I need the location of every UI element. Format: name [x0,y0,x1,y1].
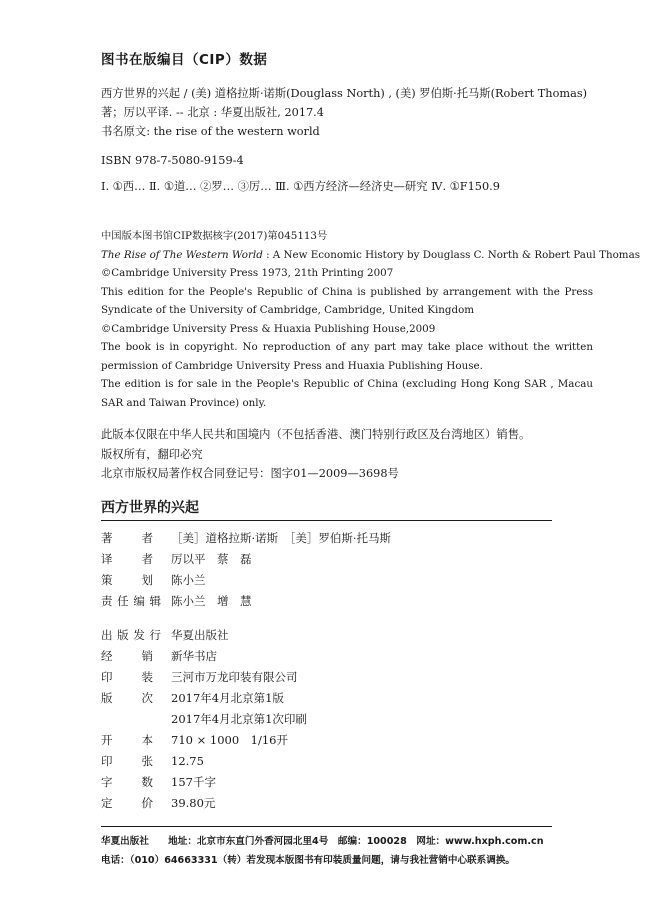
credit-label-char: 数 [141,775,153,789]
credit-row [101,730,561,751]
chinese-notice [101,425,593,484]
credit-label-char: 责 [101,594,113,608]
credit-label-char: 字 [101,775,113,789]
credit-value: 2017年4月北京第1版 [171,691,284,705]
english-rights-block [101,227,640,412]
credit-value: 2017年4月北京第1次印刷 [171,712,307,726]
credit-value: 710 × 1000 1/16开 [171,733,288,747]
original-title-line [101,246,640,265]
credit-value: 157千字 [171,775,216,789]
credit-value: 三河市万龙印装有限公司 [171,670,298,684]
credit-label-char: 辑 [149,594,161,608]
credit-label [101,730,153,751]
footer-address: 华夏出版社 地址：北京市东直门外香河园北里4号 邮编：100028 网址：www.hxph.com.cn [101,836,544,847]
cip-heading: 图书在版编目（CIP）数据 [101,52,268,68]
notice-line-1: 此版本仅限在中华人民共和国境内（不包括香港、澳门特别行政区及台湾地区）销售。 [101,428,531,441]
credit-row [101,646,561,667]
cip-line-1: 西方世界的兴起 / (美) 道格拉斯·诺斯(Douglass North) , (美) 罗伯斯·托马斯(Robert Thomas) [101,87,588,100]
divider-top [101,520,552,521]
credit-label [101,646,153,667]
copyright-2: ©Cambridge University Press & Huaxia Publishing House,2009 [101,322,436,335]
credit-label [101,625,161,646]
credit-value: 12.75 [171,754,204,768]
cip-isbn: ISBN 978-7-5080-9159-4 [101,154,244,167]
credit-value: 厉以平 蔡 磊 [171,552,252,566]
credit-label-char: 次 [141,691,153,705]
credits-block [101,528,561,814]
credit-label [101,528,153,549]
credit-value: 39.80元 [171,796,216,810]
credit-label-char: 经 [101,649,113,663]
cip-original-title: 书名原文: the rise of the western world [101,125,320,138]
original-title-rest: : A New Economic History by Douglass C. North & Robert Paul Thomas [262,248,640,261]
credit-value: 陈小兰 增 慧 [171,594,252,608]
credit-value: 华夏出版社 [171,628,229,642]
original-title: The Rise of The Western World [101,248,263,261]
cip-block [101,84,593,196]
credit-label-char: 版 [117,628,129,642]
credit-label-char: 任 [117,594,129,608]
credit-row [101,709,561,730]
credit-label [101,688,153,709]
credit-label [101,772,153,793]
credit-label-char: 销 [141,649,153,663]
credit-row [101,667,561,688]
credit-label [101,667,153,688]
credit-label [101,793,153,814]
credit-label-char: 出 [101,628,113,642]
credit-row [101,528,561,549]
credit-label-char: 编 [133,594,145,608]
credit-label-char: 者 [141,531,153,545]
credit-label-char: 定 [101,796,113,810]
cip-classification: Ⅰ. ①西… Ⅱ. ①道… ②罗… ③厉… Ⅲ. ①西方经济—经济史—研究 Ⅳ. ①F150.9 [101,180,500,193]
credit-label-char: 划 [141,573,153,587]
copyright-1: ©Cambridge University Press 1973, 21th Printing 2007 [101,267,394,279]
credit-label-char: 发 [133,628,145,642]
credit-label-char: 版 [101,691,113,705]
credit-row [101,772,561,793]
credit-label-char: 印 [101,754,113,768]
credit-label-char: 本 [141,733,153,747]
credit-label-char: 者 [141,552,153,566]
credit-label [101,751,153,772]
credit-label [101,591,161,612]
credit-row [101,570,561,591]
credit-label-char: 著 [101,531,113,545]
credits-group-2 [101,625,561,814]
credit-label-char: 策 [101,573,113,587]
book-title: 西方世界的兴起 [101,500,199,516]
credit-label-char: 译 [101,552,113,566]
credit-label-char: 价 [141,796,153,810]
edition-note: This edition for the People's Republic of China is published by arrangement with the Press Syndicate of the University of Cambridge, Cambridge, United Kingdom [101,285,593,316]
credit-row [101,549,561,570]
credits-group-1 [101,528,561,612]
credit-label-char: 装 [141,670,153,684]
publisher-footer [101,832,561,870]
credit-label [101,549,153,570]
credit-label [101,570,153,591]
credit-label-char: 印 [101,670,113,684]
notice-line-2: 版权所有，翻印必究 [101,447,203,461]
notice-line-3: 北京市版权局著作权合同登记号：图字01—2009—3698号 [101,467,399,480]
copyright-note: The book is in copyright. No reproduction of any part may take place without the written permission of Cambridge University Press and Huaxia Publishing House. [101,341,593,372]
credit-label-char: 张 [141,754,153,768]
credit-label-char: 行 [149,628,161,642]
credit-value: ［美］道格拉斯·诺斯 ［美］罗伯斯·托马斯 [171,531,392,545]
footer-phone: 电话：（010）64663331（转）若发现本版图书有印装质量问题，请与我社营销中心联系调换。 [101,855,516,866]
credit-row [101,688,561,709]
sale-note: The edition is for sale in the People's Republic of China (excluding Hong Kong SAR , Macau SAR and Taiwan Province) only. [101,378,593,409]
credit-value: 新华书店 [171,649,217,663]
credit-row [101,625,561,646]
credit-value: 陈小兰 [171,573,206,587]
divider-bottom [101,826,552,827]
credit-row [101,751,561,772]
credit-row [101,591,561,612]
cip-number: 中国版本图书馆CIP数据核字(2017)第045113号 [101,230,328,242]
cip-line-2: 著；厉以平译. -- 北京 : 华夏出版社, 2017.4 [101,106,324,119]
credit-label-char: 开 [101,733,113,747]
credit-row [101,793,561,814]
